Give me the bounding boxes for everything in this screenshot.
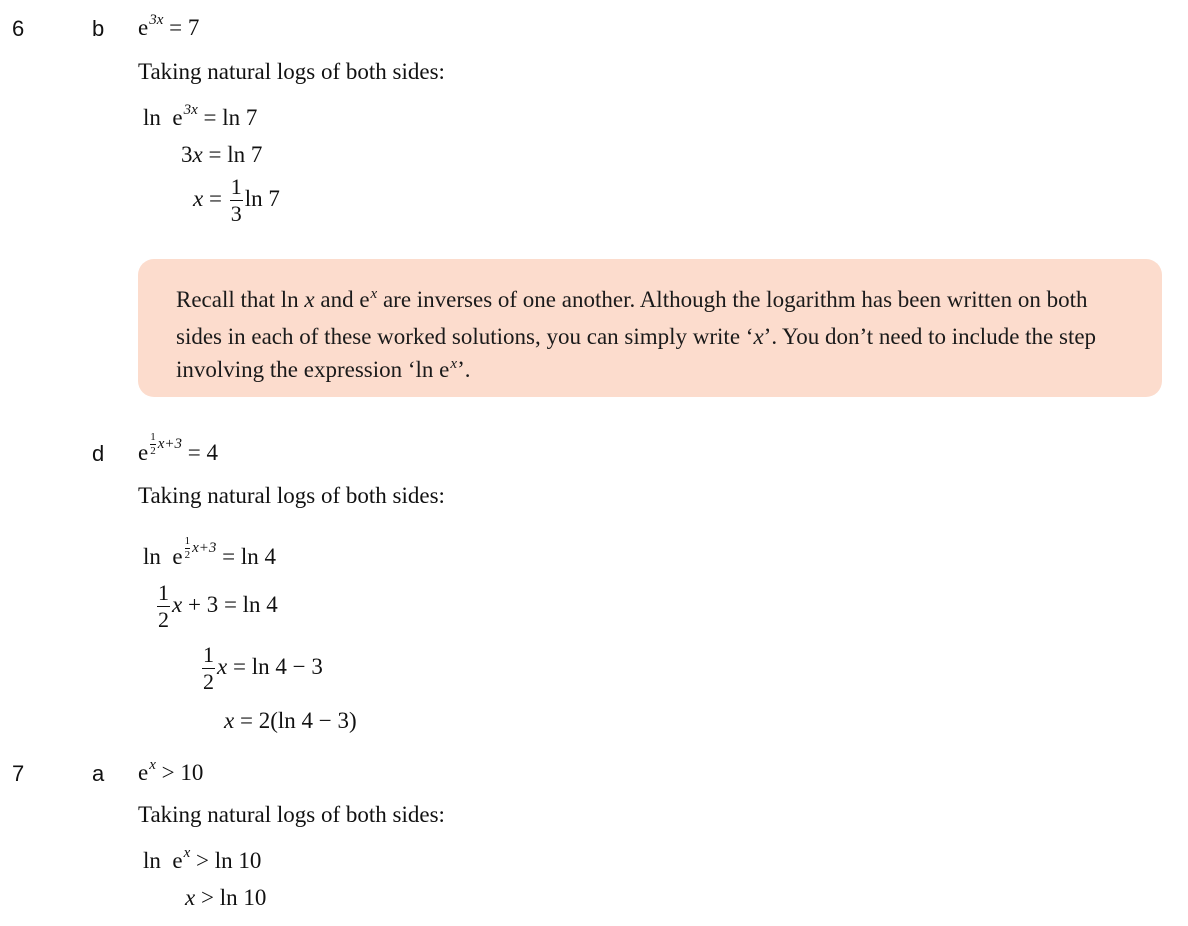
step-6b-2-coef: 3	[181, 142, 193, 167]
exponent-6b: 3x	[149, 12, 164, 28]
note-part-2: and e	[314, 287, 370, 312]
fraction-denominator: 2	[158, 607, 169, 632]
equation-6d: e $\frac{1}{2}$ x+3 = 4	[138, 431, 218, 465]
exponent-fraction-denominator: 2	[150, 445, 156, 458]
equation-6d-rhs: 4	[206, 440, 218, 465]
intro-text-6b: Taking natural logs of both sides:	[138, 59, 445, 84]
fraction-numerator: 1	[158, 580, 169, 605]
step-7a-1: $\ln e^x > \ln 10$	[143, 845, 262, 873]
step-6d-4-rhs: 2(ln 4 − 3)	[258, 708, 357, 733]
step-6d-1: ln e $\frac{1}{2}$ x+3 = ln 4	[143, 535, 277, 569]
step-6d-1-rhs: ln 4	[240, 544, 277, 569]
intro-text-7a: Taking natural logs of both sides:	[138, 802, 445, 827]
step-6b-1-exponent: 3x	[183, 102, 198, 118]
fraction-denominator: 2	[203, 669, 214, 694]
step-6b-3-rhs: ln 7	[244, 185, 280, 211]
step-6d-2-rhs: ln 4	[242, 591, 278, 617]
step-6d-3-rhs: ln 4 − 3	[251, 653, 323, 679]
recall-note-text: Recall that ln x and $e^x$ are inverses of one another. Although the logarithm has been written on both sides in each of these worked solutions, you can simply write ‘x’. You don’t need to include the step involving the expression ‘ln $e^x$’.	[176, 286, 1097, 382]
step-6d-1-exponent	[185, 536, 217, 561]
fraction-one-half	[202, 644, 215, 693]
step-6d-3: $\frac{1}{2}$ x = ln 4 − 3	[203, 642, 323, 694]
exponent-fraction-numerator: 1	[150, 431, 156, 444]
fraction-numerator: 1	[230, 174, 242, 199]
step-7a-2: x > ln 10	[185, 885, 267, 910]
exponent-tail: x+3	[192, 540, 217, 556]
step-6b-1-rhs: ln 7	[222, 105, 258, 130]
fraction-one-half	[157, 582, 170, 631]
equation-6b-rhs: 7	[187, 15, 200, 40]
fraction-denominator: 3	[230, 201, 242, 226]
fraction-one-third	[230, 176, 243, 225]
step-7a-1-rhs: ln 10	[214, 848, 262, 873]
exponent-fraction-denominator: 2	[184, 549, 191, 562]
recall-note-box	[138, 259, 1162, 397]
step-6d-2: $\frac{1}{2}$ x + 3 = ln 4	[158, 580, 278, 632]
part-label-7a: a	[92, 761, 105, 786]
step-6b-1: $\ln e^{3x} = \ln 7$	[143, 102, 258, 130]
step-6b-2-rhs: ln 7	[227, 142, 263, 167]
part-label-6b: b	[92, 16, 105, 41]
exponent-6d	[150, 432, 182, 457]
note-part-5: ’.	[457, 357, 471, 382]
equation-6b: $e^{3x} = 7$	[138, 12, 200, 40]
question-number-7: 7	[12, 761, 25, 786]
fraction-numerator: 1	[203, 642, 214, 667]
question-number-6: 6	[12, 16, 25, 41]
equation-7a: $e^x > 10$	[138, 757, 204, 785]
note-part-4: ’. You don’t need to include the step involving the expression ‘ln e	[176, 324, 1097, 382]
exponent-tail: x+3	[157, 436, 182, 452]
step-6b-2: 3x = ln 7	[181, 142, 263, 167]
exponent-fraction-numerator: 1	[184, 535, 191, 548]
equation-7a-rhs: 10	[180, 760, 204, 785]
part-label-6d: d	[92, 441, 105, 466]
note-part-1: Recall that ln	[176, 287, 305, 312]
note-part-3: are inverses of one another. Although the logarithm has been written on both sides in each of these worked solutions, you can simply write ‘	[176, 287, 1088, 349]
intro-text-6d: Taking natural logs of both sides:	[138, 483, 445, 508]
step-6d-4: x = 2(ln 4 − 3)	[224, 708, 357, 733]
step-7a-2-rhs: ln 10	[219, 885, 267, 910]
step-6b-3: x = $\frac{1}{3}$ ln 7	[193, 174, 280, 226]
